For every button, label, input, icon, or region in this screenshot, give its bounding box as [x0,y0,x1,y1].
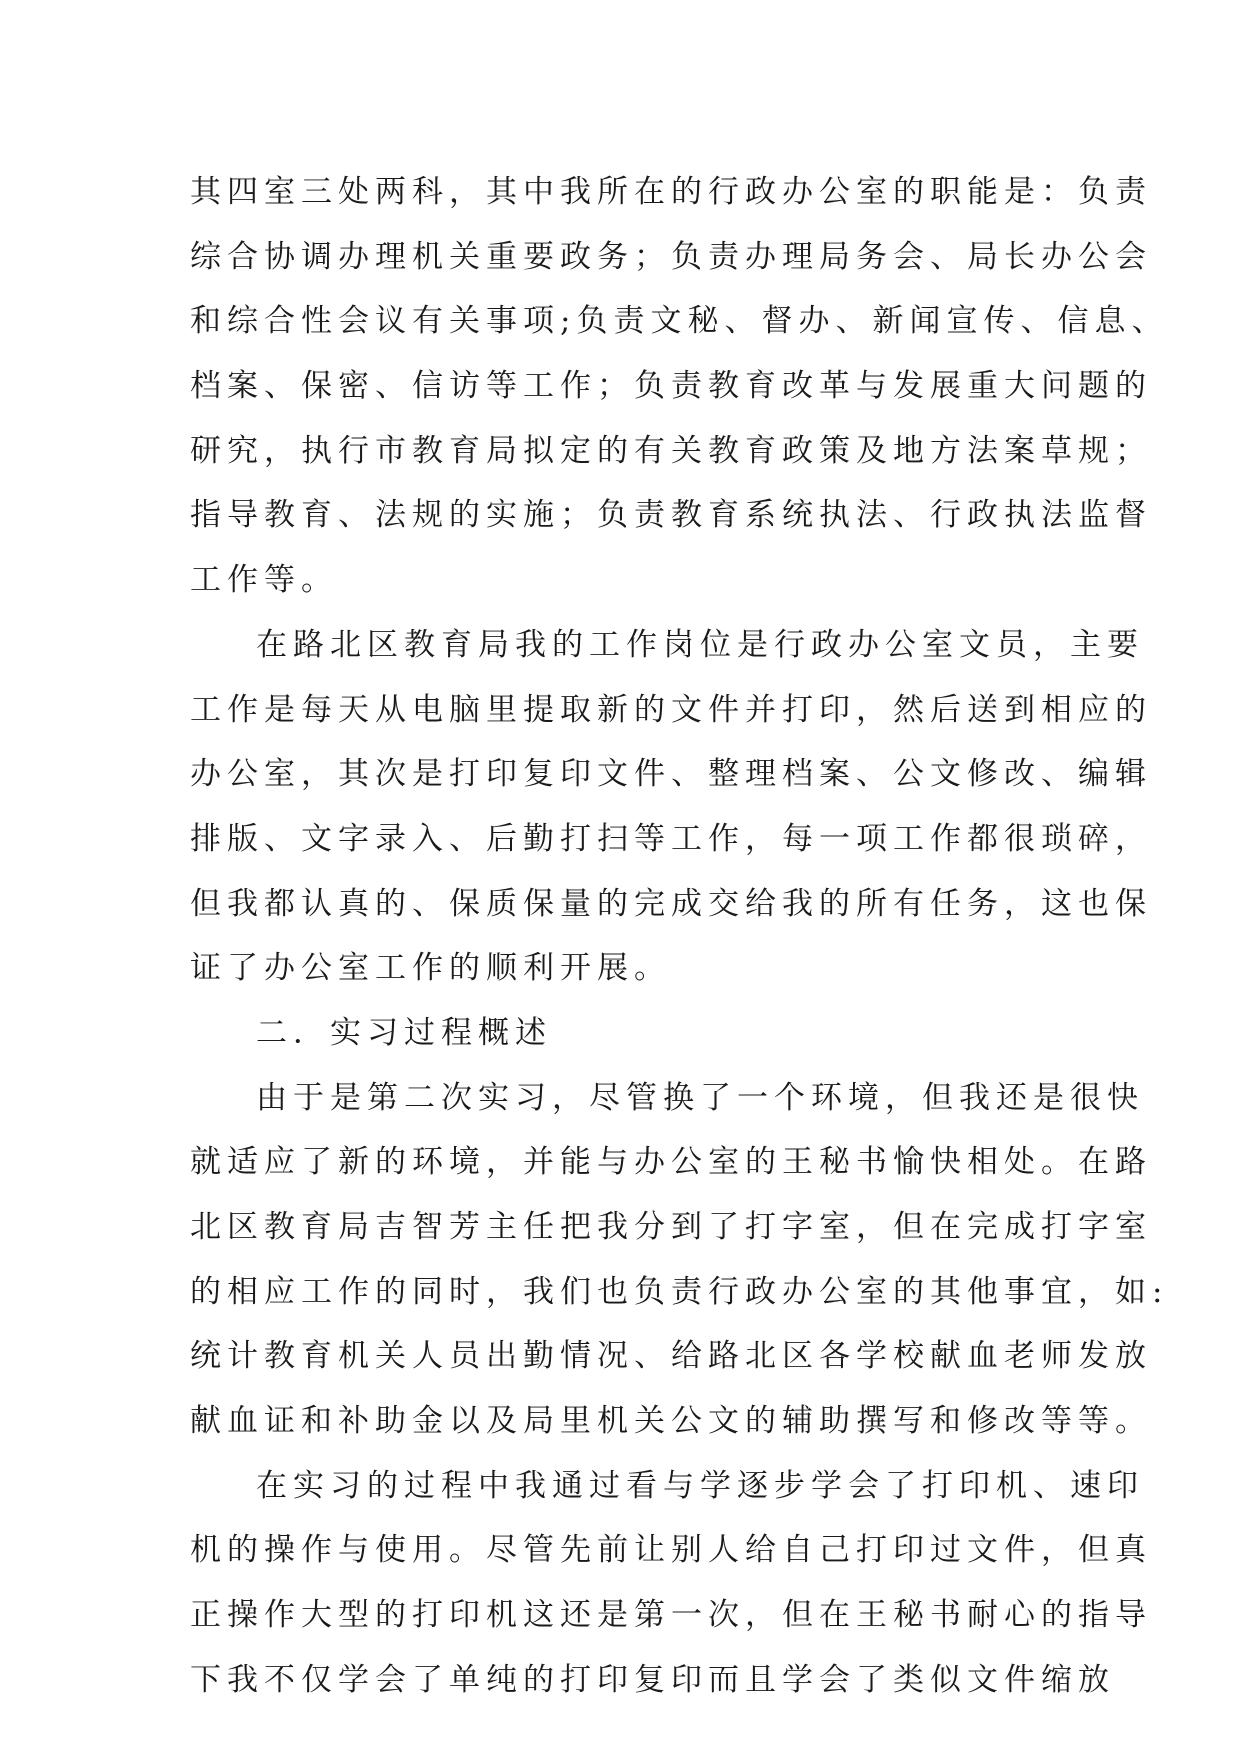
text-line: 和综合性会议有关事项;负责文秘、督办、新闻宣传、信息、 [190,303,1169,340]
text-line: 办公室，其次是打印复印文件、整理档案、公文修改、编辑 [190,756,1152,793]
text-line: 就适应了新的环境，并能与办公室的王秘书愉快相处。在路 [190,1144,1152,1181]
text-line: 献血证和补助金以及局里机关公文的辅助撰写和修改等等。 [190,1403,1152,1440]
text-line: 排版、文字录入、后勤打扫等工作，每一项工作都很琐碎， [190,820,1152,857]
text-line: 机的操作与使用。尽管先前让别人给自己打印过文件，但真 [190,1532,1152,1569]
text-line: 下我不仅学会了单纯的打印复印而且学会了类似文件缩放 [190,1661,1115,1698]
text-line: 综合协调办理机关重要政务；负责办理局务会、局长办公会 [190,238,1152,275]
paragraph-start-line: 在路北区教育局我的工作岗位是行政办公室文员，主要 [256,626,1144,663]
text-line: 指导教育、法规的实施；负责教育系统执法、行政执法监督 [190,497,1152,534]
body-text [190,160,1169,1713]
text-line: 工作是每天从电脑里提取新的文件并打印，然后送到相应的 [190,691,1152,728]
text-line: 档案、保密、信访等工作；负责教育改革与发展重大问题的 [190,368,1152,405]
text-line: 工作等。 [190,562,338,599]
text-line: 正操作大型的打印机这还是第一次，但在王秘书耐心的指导 [190,1597,1152,1634]
text-line: 的相应工作的同时，我们也负责行政办公室的其他事宜，如: [190,1273,1169,1310]
paragraph-start-line: 在实习的过程中我通过看与学逐步学会了打印机、速印 [256,1467,1144,1504]
text-line: 但我都认真的、保质保量的完成交给我的所有任务，这也保 [190,885,1152,922]
text-line: 统计教育机关人员出勤情况、给路北区各学校献血老师发放 [190,1338,1152,1375]
text-line: 证了办公室工作的顺利开展。 [190,950,671,987]
text-line: 北区教育局吉智芳主任把我分到了打字室，但在完成打字室 [190,1209,1152,1245]
text-line: 其四室三处两科，其中我所在的行政办公室的职能是：负责 [190,174,1152,210]
paragraph-start-line: 由于是第二次实习，尽管换了一个环境，但我还是很快 [256,1079,1144,1116]
text-line: 研究，执行市教育局拟定的有关教育政策及地方法案草规； [190,432,1152,469]
section-heading: 二．实习过程概述 [256,1014,552,1051]
